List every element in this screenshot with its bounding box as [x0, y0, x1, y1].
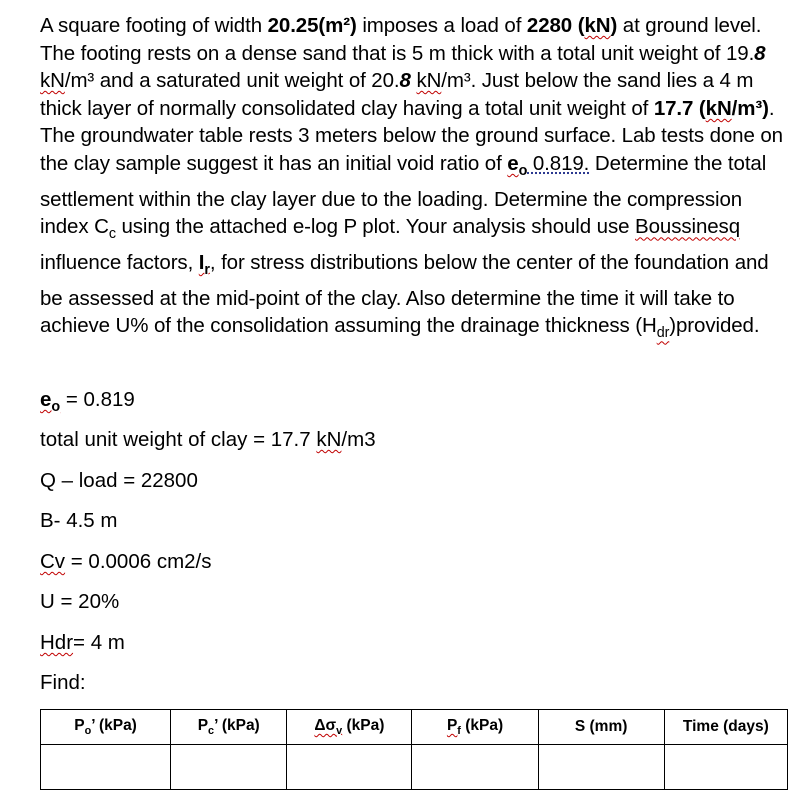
- header-pc: $P_c$’ (kPa): [171, 710, 287, 745]
- problem-statement: A square footing of width 20.25(m²) imposes a load of 2280 (kN) at ground level. The footing rests on a dense sand that is 5 m thick with a total unit weight of 19.8 kN/m³ and a saturated unit weight of 20.8 kN/m³. Just below the sand lies a 4 m thick layer of normally consolidated clay having a total unit weight of 17.7 (kN/m³). The groundwater table rests 3 meters below the ground surface. Lab tests done on the clay sample suggest it has an initial void ratio of $e_o$ 0.819. Determine the total settlement within the clay layer due to the loading. Determine the compression index $C_c$ using the attached e-log P plot. Your analysis should use Boussinesq influence factors, $I_r$, for stress distributions below the center of the foundation and be assessed at the mid-point of the clay. Also determine the time it will take to achieve U% of the consolidation assuming the drainage thickness $(H_{dr})provided$.: [40, 14, 783, 342]
- given-void-ratio: $e_o = 0.819$: [40, 388, 135, 416]
- cell-time[interactable]: [664, 745, 787, 790]
- table-header-row: [41, 710, 788, 745]
- load-value: 2280: [526, 14, 573, 37]
- void-ratio: 0.819.: [527, 151, 590, 175]
- footing-area: 20.25(m²): [267, 14, 357, 37]
- results-table: [40, 709, 788, 790]
- given-load: Q – load = 22800: [40, 469, 198, 492]
- table-row: [41, 745, 788, 790]
- cell-pf[interactable]: [412, 745, 538, 790]
- cell-delta-sigma[interactable]: [287, 745, 412, 790]
- header-time: Time (days): [664, 710, 787, 745]
- cell-settlement[interactable]: [538, 745, 664, 790]
- cell-pc[interactable]: [171, 745, 287, 790]
- find-label: Find:: [40, 671, 86, 694]
- given-hdr: Hdr= 4 m: [40, 631, 125, 654]
- given-cv: Cv = 0.0006 cm2/s: [40, 550, 212, 573]
- given-clay-unit-weight: total unit weight of clay = 17.7 kN/m3: [40, 428, 376, 451]
- header-settlement: S (mm): [538, 710, 664, 745]
- given-width: B- 4.5 m: [40, 509, 118, 532]
- header-delta-sigma: $\Delta\sigma_v$ (kPa): [287, 710, 412, 745]
- given-u: U = 20%: [40, 590, 120, 613]
- clay-unit-weight: 17.7 (: [653, 96, 706, 120]
- header-pf: $P_f$ (kPa): [412, 710, 538, 745]
- cell-po[interactable]: [41, 745, 171, 790]
- header-po: $P_o$’ (kPa): [41, 710, 171, 745]
